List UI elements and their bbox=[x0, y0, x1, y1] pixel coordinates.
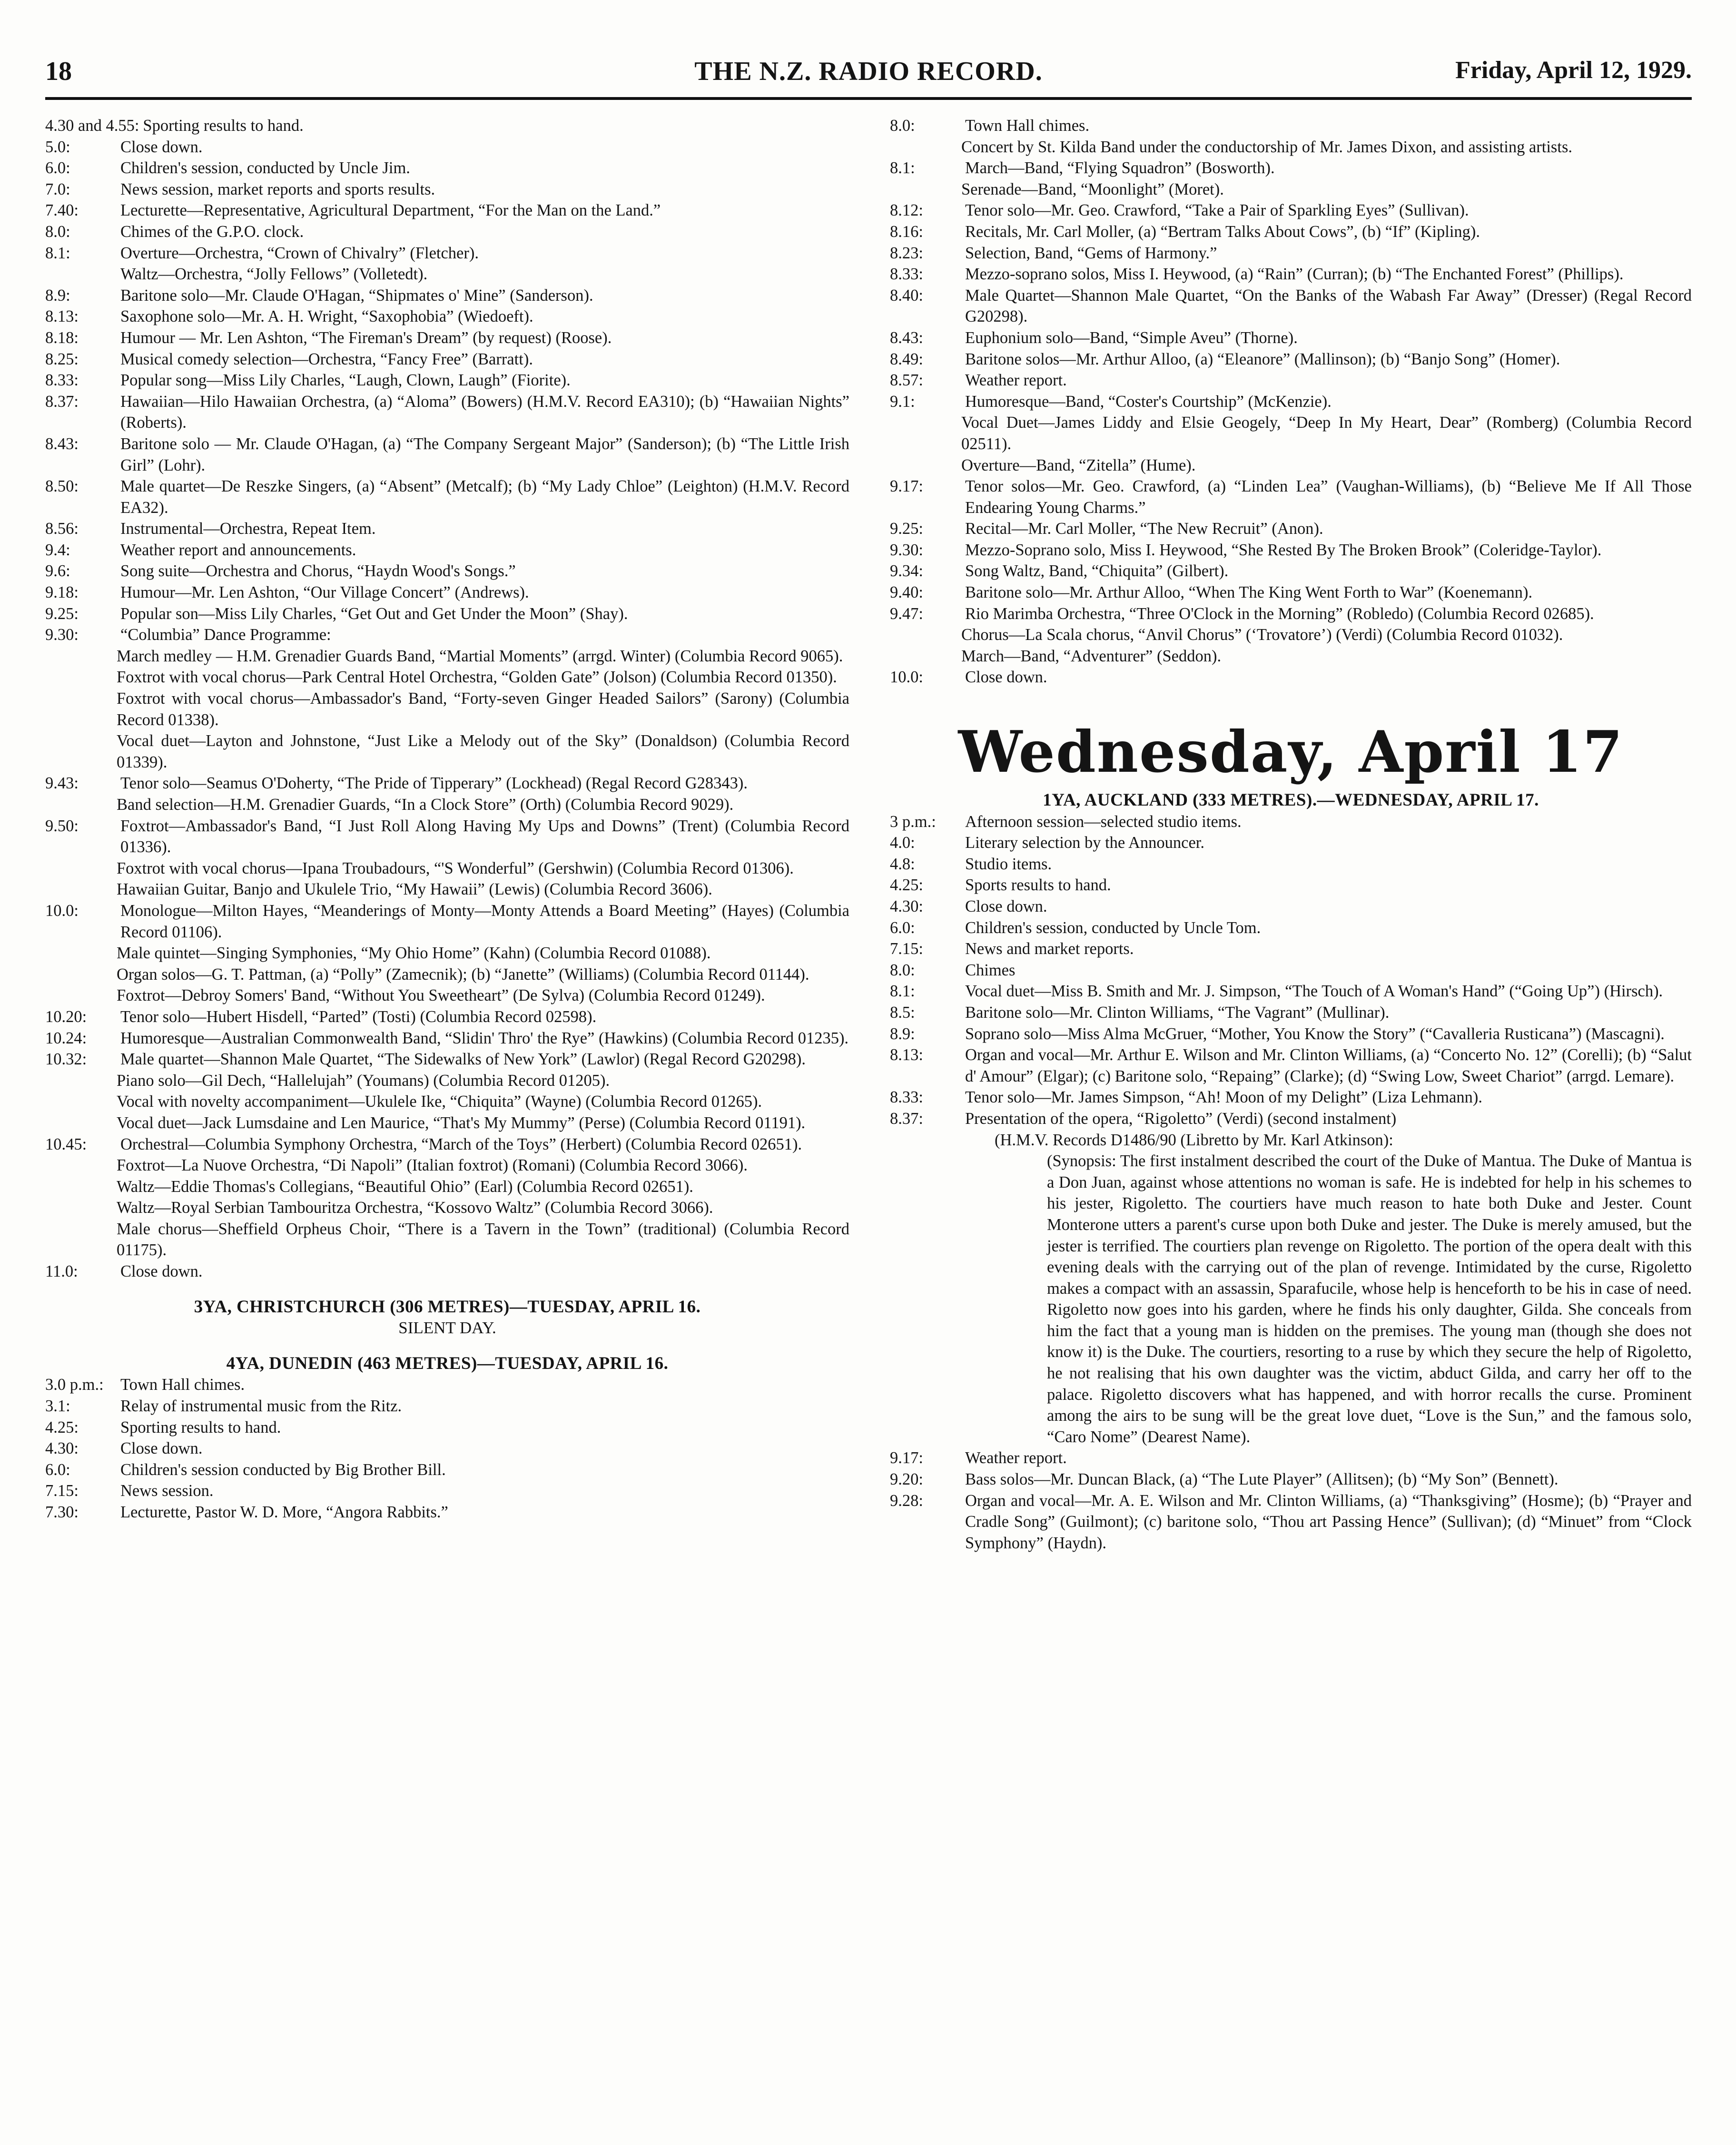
entry-text: Weather report. bbox=[965, 1449, 1067, 1467]
entry-text: Literary selection by the Announcer. bbox=[965, 834, 1204, 852]
programme-sublist bbox=[890, 412, 1692, 476]
programme-subitem: Vocal duet—Layton and Johnstone, “Just Like a Melody out of the Sky” (Donaldson) (Columbia Record 01339). bbox=[117, 732, 849, 771]
programme-entry bbox=[890, 157, 1692, 179]
programme-sublist bbox=[890, 179, 1692, 200]
entry-text: Baritone solo—Mr. Clinton Williams, “The Vagrant” (Mullinar). bbox=[965, 1003, 1390, 1022]
station-heading-3ya: 3YA, CHRISTCHURCH (306 METRES)—TUESDAY, APRIL 16. bbox=[194, 1297, 701, 1317]
programme-entry bbox=[45, 582, 849, 603]
programme-entry bbox=[45, 349, 849, 370]
programme-entry bbox=[45, 433, 849, 476]
programme-entry bbox=[890, 981, 1692, 1002]
entry-text: Euphonium solo—Band, “Simple Aveu” (Thorne). bbox=[965, 328, 1298, 347]
programme-list bbox=[45, 1006, 849, 1070]
entry-text: Town Hall chimes. bbox=[965, 117, 1090, 135]
entry-text: Saxophone solo—Mr. A. H. Wright, “Saxophobia” (Wiedoeft). bbox=[120, 307, 533, 326]
entry-time: 8.13: bbox=[890, 1046, 923, 1064]
programme-list bbox=[45, 773, 849, 794]
programme-subitem: Foxtrot with vocal chorus—Ipana Troubadours, “'S Wonderful” (Gershwin) (Columbia Record 01306). bbox=[117, 859, 794, 877]
programme-entry bbox=[890, 1490, 1692, 1554]
entry-time: 8.9: bbox=[890, 1024, 915, 1043]
entry-text: Instrumental—Orchestra, Repeat Item. bbox=[120, 520, 376, 538]
entry-time: 8.1: bbox=[890, 982, 915, 1001]
entry-text: Mezzo-Soprano solo, Miss I. Heywood, “She Rested By The Broken Brook” (Coleridge-Taylor). bbox=[965, 541, 1602, 559]
programme-entry bbox=[45, 476, 849, 518]
programme-entry bbox=[890, 285, 1692, 327]
entry-time: 10.0: bbox=[890, 668, 923, 687]
programme-entry bbox=[890, 875, 1692, 896]
entry-text: Male quartet—Shannon Male Quartet, “The Sidewalks of New York” (Lawlor) (Regal Record G20298). bbox=[120, 1050, 806, 1069]
programme-subitem: March—Band, “Adventurer” (Seddon). bbox=[961, 647, 1222, 665]
programme-entry bbox=[890, 540, 1692, 561]
programme-entry bbox=[890, 1087, 1692, 1108]
programme-entry bbox=[45, 1417, 849, 1438]
entry-time: 9.28: bbox=[890, 1491, 923, 1510]
entry-time: 11.0: bbox=[45, 1262, 78, 1281]
programme-entry bbox=[45, 1261, 849, 1282]
entry-time: 10.32: bbox=[45, 1050, 87, 1069]
entry-time: 7.30: bbox=[45, 1503, 79, 1521]
programme-entry bbox=[890, 960, 1692, 981]
programme-sublist bbox=[45, 1070, 849, 1134]
programme-subitem: Hawaiian Guitar, Banjo and Ukulele Trio, “My Hawaii” (Lewis) (Columbia Record 3606). bbox=[117, 880, 712, 899]
programme-list bbox=[890, 200, 1692, 412]
programme-entry bbox=[890, 243, 1692, 264]
station-heading-1ya: 1YA, AUCKLAND (333 METRES).—WEDNESDAY, APRIL 17. bbox=[1043, 790, 1539, 810]
programme-entry bbox=[45, 1028, 849, 1049]
right-column bbox=[890, 115, 1692, 2118]
entry-text: Humoresque—Band, “Coster's Courtship” (McKenzie). bbox=[965, 392, 1332, 411]
opera-synopsis: (Synopsis: The first instalment described the court of the Duke of Mantua. The Duke of Mantua is a Don Juan, against whose attentions no woman is safe. He is indebted for help in his schemes to his jester, Rigoletto. The courtiers have much reason to hate both Duke and Jester. Count Monterone utters a parent's curse upon both Duke and jester. The Duke is merely amused, but the jester is terrified. The courtiers plan revenge on Rigoletto. The portion of the opera dealt with this evening deals with the carrying out of the plan of revenge. Intimidated by the curse, Rigoletto makes a compact with an assassin, Sparafucile, whose help is henceforth to be his in case of need. Rigoletto now goes into his garden, where he finds his only daughter, Gilda. She conceals from him the fact that a young man is hidden on the premises. The young man (though she does not know it) is the Duke. The courtiers, resorting to a ruse by which they secure the help of Rigoletto, he not realising that his own daughter was the victim, abduct Gilda, and carry her off to the palace. Rigoletto discovers what has happened, and with horror recalls the curse. Prominent among the airs to be sung will be the great love duet, “Love is the Sun,” and the famous solo, “Caro Nome” (Dearest Name). bbox=[1047, 1152, 1692, 1446]
programme-entry bbox=[890, 1002, 1692, 1023]
entry-time: 9.40: bbox=[890, 583, 923, 602]
programme-list bbox=[45, 900, 849, 943]
header-rule bbox=[45, 97, 1692, 100]
entry-text: Lecturette—Representative, Agricultural Department, “For the Man on the Land.” bbox=[120, 201, 661, 220]
programme-entry bbox=[45, 773, 849, 794]
entry-text: Close down. bbox=[120, 1439, 203, 1458]
programme-entry bbox=[45, 1480, 849, 1502]
entry-text: Close down. bbox=[965, 668, 1047, 687]
programme-entry bbox=[45, 1049, 849, 1070]
entry-time: 7.15: bbox=[45, 1482, 79, 1500]
programme-entry bbox=[45, 306, 849, 327]
programme-entry bbox=[890, 370, 1692, 391]
programme-sublist bbox=[890, 137, 1692, 158]
entry-time: 8.5: bbox=[890, 1003, 915, 1022]
entry-time: 9.6: bbox=[45, 562, 70, 581]
programme-list bbox=[45, 816, 849, 858]
entry-time: 9.4: bbox=[45, 541, 70, 559]
programme-subitem: Foxtrot—La Nuove Orchestra, “Di Napoli” (Italian foxtrot) (Romani) (Columbia Record 3066). bbox=[117, 1156, 748, 1175]
programme-entry bbox=[45, 115, 849, 137]
entry-time: 4.8: bbox=[890, 855, 915, 873]
entry-time: 8.43: bbox=[45, 434, 79, 453]
entry-time: 8.16: bbox=[890, 222, 923, 241]
entry-text: News and market reports. bbox=[965, 940, 1134, 958]
programme-subitem: Male quintet—Singing Symphonies, “My Ohio Home” (Kahn) (Columbia Record 01088). bbox=[117, 944, 711, 963]
entry-text: Organ and vocal—Mr. A. E. Wilson and Mr. Clinton Williams, (a) “Thanksgiving” (Hosme); (b) “Prayer and Cradle Song” (Guilmont); (c) baritone solo, “Thou art Passing Hence” (Sullivan); (d) “Minuet” from “Clock Symphony” (Haydn). bbox=[965, 1491, 1692, 1552]
programme-entry bbox=[45, 816, 849, 858]
entry-time: 3.0 p.m.: bbox=[45, 1376, 104, 1394]
programme-entry bbox=[45, 391, 849, 433]
entry-time: 8.56: bbox=[45, 520, 79, 538]
entry-time: 3.1: bbox=[45, 1397, 70, 1416]
entry-time: 9.30: bbox=[45, 626, 79, 644]
programme-list bbox=[45, 1261, 849, 1282]
programme-entry bbox=[890, 264, 1692, 285]
entry-text: Tenor solo—Hubert Hisdell, “Parted” (Tosti) (Columbia Record 02598). bbox=[120, 1007, 597, 1026]
entry-time: 9.50: bbox=[45, 817, 79, 835]
programme-entry bbox=[45, 137, 849, 158]
programme-entry bbox=[45, 561, 849, 582]
entry-text: Weather report. bbox=[965, 371, 1067, 390]
entry-text: Presentation of the opera, “Rigoletto” (Verdi) (second instalment) bbox=[965, 1109, 1397, 1128]
masthead: THE N.Z. RADIO RECORD. bbox=[694, 57, 1043, 86]
opera-records-note: (H.M.V. Records D1486/90 (Libretto by Mr. Karl Atkinson): bbox=[995, 1131, 1393, 1149]
entry-text: Orchestral—Columbia Symphony Orchestra, “March of the Toys” (Herbert) (Columbia Record 02651). bbox=[120, 1135, 802, 1153]
programme-list bbox=[890, 476, 1692, 624]
programme-entry bbox=[890, 518, 1692, 540]
entry-text: Lecturette, Pastor W. D. More, “Angora Rabbits.” bbox=[120, 1503, 448, 1521]
programme-subitem: Serenade—Band, “Moonlight” (Moret). bbox=[961, 180, 1224, 198]
entry-text: Vocal duet—Miss B. Smith and Mr. J. Simpson, “The Touch of A Woman's Hand” (“Going Up”) (Hirsch). bbox=[965, 982, 1663, 1001]
programme-list bbox=[45, 115, 849, 646]
entry-time: 5.0: bbox=[45, 138, 70, 156]
entry-time: 4.30: bbox=[890, 897, 923, 915]
entry-text: Children's session, conducted by Uncle Jim. bbox=[120, 159, 410, 177]
entry-text: Sporting results to hand. bbox=[120, 1418, 281, 1437]
entry-time: 8.49: bbox=[890, 350, 923, 368]
entry-time: 7.15: bbox=[890, 940, 923, 958]
programme-entry bbox=[890, 896, 1692, 917]
entry-time: 9.17: bbox=[890, 477, 923, 496]
programme-entry bbox=[45, 1134, 849, 1155]
entry-text: Close down. bbox=[120, 138, 203, 156]
programme-entry bbox=[890, 917, 1692, 939]
page-number: 18 bbox=[45, 57, 72, 86]
entry-time: 6.0: bbox=[890, 918, 915, 937]
entry-text: Monologue—Milton Hayes, “Meanderings of Monty—Monty Attends a Board Meeting” (Hayes) (Columbia Record 01106). bbox=[120, 901, 849, 941]
entry-time: 9.20: bbox=[890, 1470, 923, 1489]
entry-time: 8.40: bbox=[890, 286, 923, 305]
entry-text: Song suite—Orchestra and Chorus, “Haydn Wood's Songs.” bbox=[120, 562, 516, 581]
entry-text: Children's session conducted by Big Brother Bill. bbox=[120, 1460, 446, 1479]
station-heading-4ya: 4YA, DUNEDIN (463 METRES)—TUESDAY, APRIL 16. bbox=[226, 1353, 669, 1373]
entry-text: Overture—Orchestra, “Crown of Chivalry” (Fletcher). bbox=[120, 244, 479, 262]
entry-time: 8.9: bbox=[45, 286, 70, 305]
entry-time: 8.25: bbox=[45, 350, 79, 368]
entry-text: Afternoon session—selected studio items. bbox=[965, 812, 1242, 831]
entry-time: 8.57: bbox=[890, 371, 923, 390]
entry-text: Recitals, Mr. Carl Moller, (a) “Bertram Talks About Cows”, (b) “If” (Kipling). bbox=[965, 222, 1480, 241]
entry-text: Foxtrot—Ambassador's Band, “I Just Roll Along Having My Ups and Downs” (Trent) (Columbia Record 01336). bbox=[120, 817, 849, 856]
programme-entry bbox=[890, 221, 1692, 243]
entry-text: Tenor solo—Mr. Geo. Crawford, “Take a Pair of Sparkling Eyes” (Sullivan). bbox=[965, 201, 1469, 220]
entry-time: 9.47: bbox=[890, 604, 923, 623]
entry-text: Organ and vocal—Mr. Arthur E. Wilson and Mr. Clinton Williams, (a) “Concerto No. 12” (Corelli); (b) “Salut d' Amour” (Elgar); (c) Baritone solo, “Repaing” (Clarke); (d) “Swing Low, Sweet Chariot” (arrgd. Lemare). bbox=[965, 1046, 1692, 1085]
entry-text: Relay of instrumental music from the Ritz. bbox=[120, 1397, 402, 1416]
entry-time: 3 p.m.: bbox=[890, 812, 936, 831]
entry-text: Male quartet—De Reszke Singers, (a) “Absent” (Metcalf); (b) “My Lady Chloe” (Leighton) (H.M.V. Record EA32). bbox=[120, 477, 849, 517]
entry-time: 4.25: bbox=[890, 876, 923, 895]
entry-text: Tenor solo—Mr. James Simpson, “Ah! Moon of my Delight” (Liza Lehmann). bbox=[965, 1088, 1483, 1107]
programme-entry bbox=[45, 900, 849, 943]
programme-entry bbox=[45, 1396, 849, 1417]
entry-time: 4.30: bbox=[45, 1439, 79, 1458]
entry-time: 6.0: bbox=[45, 1460, 70, 1479]
entry-text: Bass solos—Mr. Duncan Black, (a) “The Lute Player” (Allitsen); (b) “My Son” (Bennett). bbox=[965, 1470, 1558, 1489]
programme-entry bbox=[890, 667, 1692, 688]
entry-time: 8.37: bbox=[45, 392, 79, 411]
entry-text: Humour—Mr. Len Ashton, “Our Village Concert” (Andrews). bbox=[120, 583, 529, 602]
entry-time: 4.25: bbox=[45, 1418, 79, 1437]
entry-text: Close down. bbox=[965, 897, 1047, 915]
entry-text: Popular son—Miss Lily Charles, “Get Out and Get Under the Moon” (Shay). bbox=[120, 604, 628, 623]
day-heading: Wednesday, April 17 bbox=[958, 718, 1624, 786]
entry-text: Children's session, conducted by Uncle Tom. bbox=[965, 918, 1261, 937]
entry-text: Sporting results to hand. bbox=[143, 117, 304, 135]
page-header bbox=[45, 56, 1692, 95]
entry-text: Popular song—Miss Lily Charles, “Laugh, Clown, Laugh” (Fiorite). bbox=[120, 371, 571, 390]
entry-text: Rio Marimba Orchestra, “Three O'Clock in the Morning” (Robledo) (Columbia Record 02685). bbox=[965, 604, 1594, 623]
entry-text: Baritone solo—Mr. Claude O'Hagan, “Shipmates o' Mine” (Sanderson). bbox=[120, 286, 593, 305]
entry-time: 9.30: bbox=[890, 541, 923, 559]
entry-time: 10.0: bbox=[45, 901, 79, 920]
programme-entry bbox=[890, 832, 1692, 854]
programme-sublist bbox=[45, 858, 849, 900]
entry-time: 6.0: bbox=[45, 159, 70, 177]
entry-time: 4.30 and 4.55: bbox=[45, 117, 139, 135]
programme-entry bbox=[45, 1006, 849, 1028]
silent-day-note: SILENT DAY. bbox=[398, 1318, 496, 1338]
programme-entry bbox=[45, 157, 849, 179]
programme-entry bbox=[45, 285, 849, 306]
entry-text: Chimes of the G.P.O. clock. bbox=[120, 222, 304, 241]
entry-time: 10.24: bbox=[45, 1029, 87, 1047]
entry-time: 7.40: bbox=[45, 201, 79, 220]
entry-time: 8.1: bbox=[45, 244, 70, 262]
programme-subitem: Foxtrot with vocal chorus—Ambassador's Band, “Forty-seven Ginger Headed Sailors” (Sarony) (Columbia Record 01338). bbox=[117, 689, 849, 729]
entry-text: Mezzo-soprano solos, Miss I. Heywood, (a) “Rain” (Curran); (b) “The Enchanted Forest” (Phillips). bbox=[965, 265, 1624, 284]
entry-text: Musical comedy selection—Orchestra, “Fancy Free” (Barratt). bbox=[120, 350, 533, 368]
programme-subitem: Vocal with novelty accompaniment—Ukulele Ike, “Chiquita” (Wayne) (Columbia Record 01265). bbox=[117, 1092, 762, 1111]
programme-list bbox=[890, 667, 1692, 688]
programme-subitem: Waltz—Eddie Thomas's Collegians, “Beautiful Ohio” (Earl) (Columbia Record 02651). bbox=[117, 1177, 693, 1196]
programme-subitem: Foxtrot with vocal chorus—Park Central Hotel Orchestra, “Golden Gate” (Jolson) (Columbia Record 01350). bbox=[117, 668, 837, 687]
entry-time: 9.1: bbox=[890, 392, 915, 411]
entry-text: March—Band, “Flying Squadron” (Bosworth). bbox=[965, 159, 1275, 177]
programme-entry bbox=[45, 264, 849, 285]
entry-time: 8.50: bbox=[45, 477, 79, 496]
entry-time: 8.0: bbox=[45, 222, 70, 241]
programme-entry bbox=[45, 518, 849, 540]
entry-time: 8.12: bbox=[890, 201, 923, 220]
entry-time: 7.0: bbox=[45, 180, 70, 198]
programme-entry bbox=[890, 603, 1692, 625]
programme-entry bbox=[890, 1044, 1692, 1087]
entry-text: Selection, Band, “Gems of Harmony.” bbox=[965, 244, 1217, 262]
programme-entry bbox=[45, 603, 849, 625]
programme-entry bbox=[45, 540, 849, 561]
programme-entry bbox=[890, 200, 1692, 221]
programme-subitem: Waltz—Royal Serbian Tambouritza Orchestra, “Kossovo Waltz” (Columbia Record 3066). bbox=[117, 1199, 713, 1217]
programme-entry bbox=[890, 1447, 1692, 1469]
programme-subitem: Male chorus—Sheffield Orpheus Choir, “There is a Tavern in the Town” (traditional) (Columbia Record 01175). bbox=[117, 1220, 849, 1259]
programme-subitem: Band selection—H.M. Grenadier Guards, “In a Clock Store” (Orth) (Columbia Record 9029). bbox=[117, 796, 734, 814]
programme-entry bbox=[45, 179, 849, 200]
programme-entry bbox=[890, 1108, 1692, 1130]
entry-time: 8.33: bbox=[890, 1088, 923, 1107]
entry-text: Weather report and announcements. bbox=[120, 541, 356, 559]
entry-time: 9.18: bbox=[45, 583, 79, 602]
programme-entry bbox=[890, 327, 1692, 349]
programme-entry bbox=[45, 327, 849, 349]
entry-text: Close down. bbox=[120, 1262, 203, 1281]
entry-text: News session. bbox=[120, 1482, 214, 1500]
entry-text: Hawaiian—Hilo Hawaiian Orchestra, (a) “Aloma” (Bowers) (H.M.V. Record EA310); (b) “Hawaiian Nights” (Roberts). bbox=[120, 392, 849, 432]
programme-entry bbox=[45, 1374, 849, 1396]
entry-text: Baritone solos—Mr. Arthur Alloo, (a) “Eleanore” (Mallinson); (b) “Banjo Song” (Homer). bbox=[965, 350, 1560, 368]
entry-time: 8.33: bbox=[45, 371, 79, 390]
issue-date: Friday, April 12, 1929. bbox=[1455, 57, 1692, 84]
programme-subitem: March medley — H.M. Grenadier Guards Band, “Martial Moments” (arrgd. Winter) (Columbia Record 9065). bbox=[117, 647, 843, 665]
entry-text: Baritone solo—Mr. Arthur Alloo, “When The King Went Forth to War” (Koenemann). bbox=[965, 583, 1533, 602]
programme-sublist bbox=[45, 646, 849, 773]
entry-time: 8.1: bbox=[890, 159, 915, 177]
entry-time: 9.25: bbox=[890, 520, 923, 538]
programme-list bbox=[890, 811, 1692, 1130]
programme-entry bbox=[890, 1469, 1692, 1490]
programme-entry bbox=[890, 854, 1692, 875]
entry-text: Humour — Mr. Len Ashton, “The Fireman's Dream” (by request) (Roose). bbox=[120, 328, 612, 347]
entry-time: 4.0: bbox=[890, 834, 915, 852]
entry-time: 9.34: bbox=[890, 562, 923, 581]
entry-text: Recital—Mr. Carl Moller, “The New Recruit” (Anon). bbox=[965, 520, 1323, 538]
programme-entry bbox=[45, 221, 849, 243]
entry-time: 8.23: bbox=[890, 244, 923, 262]
programme-subitem: Concert by St. Kilda Band under the conductorship of Mr. James Dixon, and assisting artists. bbox=[961, 138, 1572, 156]
entry-text: Studio items. bbox=[965, 855, 1052, 873]
programme-list bbox=[45, 1134, 849, 1155]
programme-sublist bbox=[45, 1155, 849, 1261]
entry-time: 8.37: bbox=[890, 1109, 923, 1128]
programme-subitem: Organ solos—G. T. Pattman, (a) “Polly” (Zamecnik); (b) “Janette” (Williams) (Columbia Record 01144). bbox=[117, 965, 809, 984]
programme-entry bbox=[890, 115, 1692, 137]
programme-subitem: Foxtrot—Debroy Somers' Band, “Without You Sweetheart” (De Sylva) (Columbia Record 01249). bbox=[117, 986, 765, 1005]
programme-entry bbox=[45, 1502, 849, 1523]
entry-text: Song Waltz, Band, “Chiquita” (Gilbert). bbox=[965, 562, 1229, 581]
programme-subitem: Vocal Duet—James Liddy and Elsie Geogely, “Deep In My Heart, Dear” (Romberg) (Columbia Record 02511). bbox=[961, 413, 1692, 453]
programme-entry bbox=[890, 476, 1692, 518]
entry-time: 9.43: bbox=[45, 774, 79, 793]
entry-text: Waltz—Orchestra, “Jolly Fellows” (Volletedt). bbox=[120, 265, 428, 284]
programme-entry bbox=[45, 1438, 849, 1459]
programme-list bbox=[890, 157, 1692, 179]
programme-entry bbox=[890, 811, 1692, 833]
entry-text: “Columbia” Dance Programme: bbox=[120, 626, 331, 644]
programme-sublist bbox=[45, 943, 849, 1006]
programme-subitem: Piano solo—Gil Dech, “Hallelujah” (Youmans) (Columbia Record 01205). bbox=[117, 1071, 610, 1090]
left-column bbox=[45, 115, 849, 2118]
programme-entry bbox=[890, 561, 1692, 582]
programme-subitem: Chorus—La Scala chorus, “Anvil Chorus” (‘Trovatore’) (Verdi) (Columbia Record 01032). bbox=[961, 626, 1563, 644]
entry-text: Tenor solos—Mr. Geo. Crawford, (a) “Linden Lea” (Vaughan-Williams), (b) “Believe Me If All Those Endearing Young Charms.” bbox=[965, 477, 1692, 517]
entry-text: Male Quartet—Shannon Male Quartet, “On the Banks of the Wabash Far Away” (Dresser) (Regal Record G20298). bbox=[965, 286, 1692, 326]
entry-time: 8.33: bbox=[890, 265, 923, 284]
entry-text: News session, market reports and sports results. bbox=[120, 180, 435, 198]
entry-text: Humoresque—Australian Commonwealth Band, “Slidin' Thro' the Rye” (Hawkins) (Columbia Record 01235). bbox=[120, 1029, 849, 1047]
programme-entry bbox=[890, 1023, 1692, 1045]
entry-text: Chimes bbox=[965, 961, 1016, 979]
programme-entry bbox=[45, 200, 849, 221]
programme-list bbox=[890, 115, 1692, 137]
entry-text: Soprano solo—Miss Alma McGruer, “Mother, You Know the Story” (“Cavalleria Rusticana”) (Mascagni). bbox=[965, 1024, 1665, 1043]
entry-text: Sports results to hand. bbox=[965, 876, 1111, 895]
entry-text: Tenor solo—Seamus O'Doherty, “The Pride of Tipperary” (Lockhead) (Regal Record G28343). bbox=[120, 774, 748, 793]
entry-time: 8.0: bbox=[890, 961, 915, 979]
programme-entry bbox=[890, 391, 1692, 413]
programme-entry bbox=[890, 582, 1692, 603]
programme-entry bbox=[45, 624, 849, 646]
entry-text: Town Hall chimes. bbox=[120, 1376, 245, 1394]
entry-time: 8.0: bbox=[890, 117, 915, 135]
programme-sublist bbox=[890, 624, 1692, 667]
programme-list bbox=[45, 1374, 849, 1523]
entry-time: 8.43: bbox=[890, 328, 923, 347]
programme-list bbox=[890, 1447, 1692, 1554]
programme-entry bbox=[45, 1459, 849, 1481]
programme-entry bbox=[45, 370, 849, 391]
programme-entry bbox=[890, 349, 1692, 370]
programme-sublist bbox=[45, 794, 849, 816]
programme-subitem: Overture—Band, “Zitella” (Hume). bbox=[961, 456, 1196, 474]
entry-time: 8.18: bbox=[45, 328, 79, 347]
entry-time: 8.13: bbox=[45, 307, 79, 326]
entry-time: 9.25: bbox=[45, 604, 79, 623]
entry-time: 10.45: bbox=[45, 1135, 87, 1153]
programme-entry bbox=[45, 243, 849, 264]
entry-time: 9.17: bbox=[890, 1449, 923, 1467]
programme-subitem: Vocal duet—Jack Lumsdaine and Len Maurice, “That's My Mummy” (Perse) (Columbia Record 01191). bbox=[117, 1113, 806, 1132]
programme-entry bbox=[890, 938, 1692, 960]
entry-time: 10.20: bbox=[45, 1007, 87, 1026]
entry-text: Baritone solo — Mr. Claude O'Hagan, (a) “The Company Sergeant Major” (Sanderson); (b) “The Little Irish Girl” (Lohr). bbox=[120, 434, 849, 474]
